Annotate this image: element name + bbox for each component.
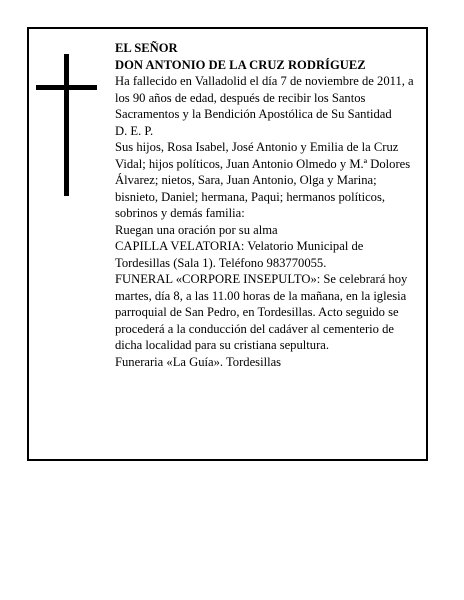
prayer-request: Ruegan una oración por su alma <box>115 222 278 237</box>
death-statement: Ha fallecido en Valladolid el día 7 de noviembre de 2011, a los 90 años de edad, después de recibir los Santos Sacramentos y la Bendición Apostólica de Su Santidad <box>115 74 414 121</box>
cross-horizontal-bar <box>36 85 97 90</box>
dep-line: D. E. P. <box>115 123 154 138</box>
family-list: Sus hijos, Rosa Isabel, José Antonio y Emilia de la Cruz Vidal; hijos políticos, Juan Antonio Olmedo y M.ª Dolores Álvarez; nietos, Sara, Juan Antonio, Olga y Marina; bisnieto, Daniel; hermana, Paqui; hermanos políticos, sobrinos y demás familia: <box>115 140 411 220</box>
latin-cross-icon <box>36 54 97 196</box>
funeral-home: Funeraria «La Guía». Tordesillas <box>115 354 282 369</box>
funeral-info: FUNERAL «CORPORE INSEPULTO»: Se celebrará hoy martes, día 8, a las 11.00 horas de la mañana, en la iglesia parroquial de San Pedro, en Tordesillas. Acto seguido se procederá a la conducción del cadáver al cementerio de dicha localidad para su cristiana sepultura. <box>115 272 408 352</box>
notice-title-line1: EL SEÑOR <box>115 41 178 55</box>
obituary-text <box>115 40 415 370</box>
notice-title-name: DON ANTONIO DE LA CRUZ RODRÍGUEZ <box>115 57 366 72</box>
cross-vertical-bar <box>64 54 69 196</box>
chapel-info: CAPILLA VELATORIA: Velatorio Municipal de Tordesillas (Sala 1). Teléfono 983770055. <box>115 239 364 270</box>
